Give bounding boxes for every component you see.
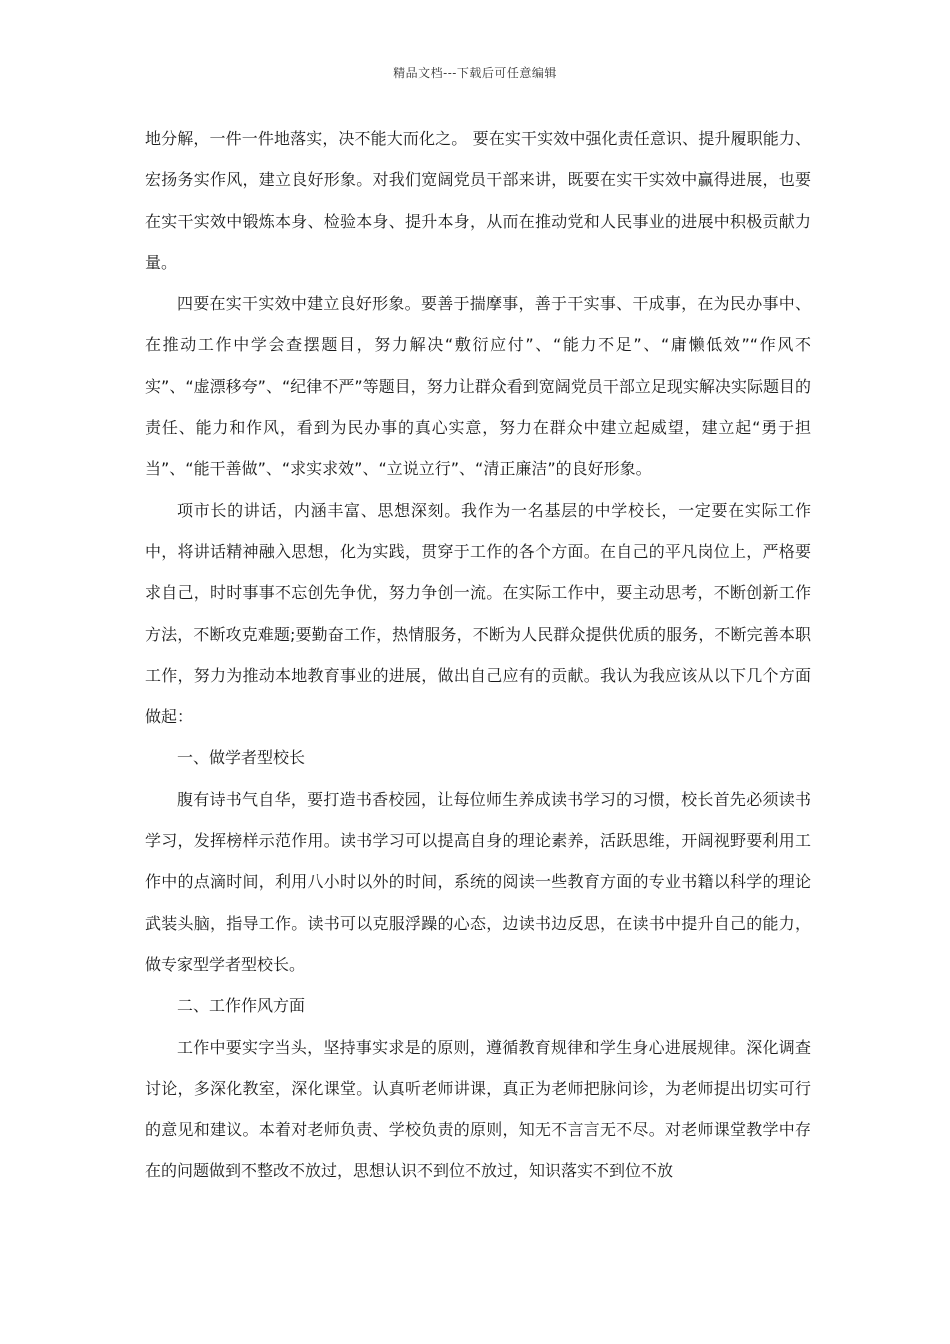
paragraph-continuation: 地分解，一件一件地落实，决不能大而化之。 要在实干实效中强化责任意识、提升履职能力、宏扬务实作风，建立良好形象。对我们宽阔党员干部来讲，既要在实干实效中赢得进展，也要在实干实效中锻炼本身、检验本身、提升本身，从而在推动党和人民事业的进展中积极贡献力量。 (145, 129, 811, 272)
section-heading-work-style: 二、工作作风方面 (177, 996, 306, 1016)
page-header: 精品文档---下载后可任意编辑 (393, 66, 557, 80)
section-heading-scholar-principal: 一、做学者型校长 (177, 748, 306, 768)
paragraph-good-image: 四要在实干实效中建立良好形象。要善于揣摩事，善于干实事、干成事，在为民办事中、在推动工作中学会查摆题目，努力解决“敷衍应付”、“能力不足”、“庸懒低效”“作风不实”、“虚漂移夸”、“纪律不严”等题目，努力让群众看到宽阔党员干部立足现实解决实际题目的责任、能力和作风，看到为民办事的真心实意，努力在群众中建立起威望，建立起“勇于担当”、“能干善做”、“求实求效”、“立说立行”、“清正廉洁”的良好形象。 (145, 294, 811, 479)
document-body (145, 118, 811, 1192)
paragraph-mayor-speech: 项市长的讲话，内涵丰富、思想深刻。我作为一名基层的中学校长，一定要在实际工作中，将讲话精神融入思想，化为实践，贯穿于工作的各个方面。在自己的平凡岗位上，严格要求自己，时时事事不忘创先争优，努力争创一流。在实际工作中，要主动思考，不断创新工作方法，不断攻克难题;要勤奋工作，热情服务，不断为人民群众提供优质的服务，不断完善本职工作，努力为推动本地教育事业的进展，做出自己应有的贡献。我认为我应该从以下几个方面做起： (145, 500, 811, 727)
paragraph-reading: 腹有诗书气自华，要打造书香校园，让每位师生养成读书学习的习惯，校长首先必须读书学习，发挥榜样示范作用。读书学习可以提高自身的理论素养，活跃思维，开阔视野要利用工作中的点滴时间，利用八小时以外的时间，系统的阅读一些教育方面的专业书籍以科学的理论武装头脑，指导工作。读书可以克服浮躁的心态，边读书边反思，在读书中提升自己的能力，做专家型学者型校长。 (145, 789, 811, 974)
paragraph-work-style: 工作中要实字当头，坚持事实求是的原则，遵循教育规律和学生身心进展规律。深化调查讨论，多深化教室，深化课堂。认真听老师讲课，真正为老师把脉问诊，为老师提出切实可行的意见和建议。本着对老师负责、学校负责的原则，知无不言言无不尽。对老师课堂教学中存在的问题做到不整改不放过，思想认识不到位不放过，知识落实不到位不放 (145, 1037, 811, 1181)
